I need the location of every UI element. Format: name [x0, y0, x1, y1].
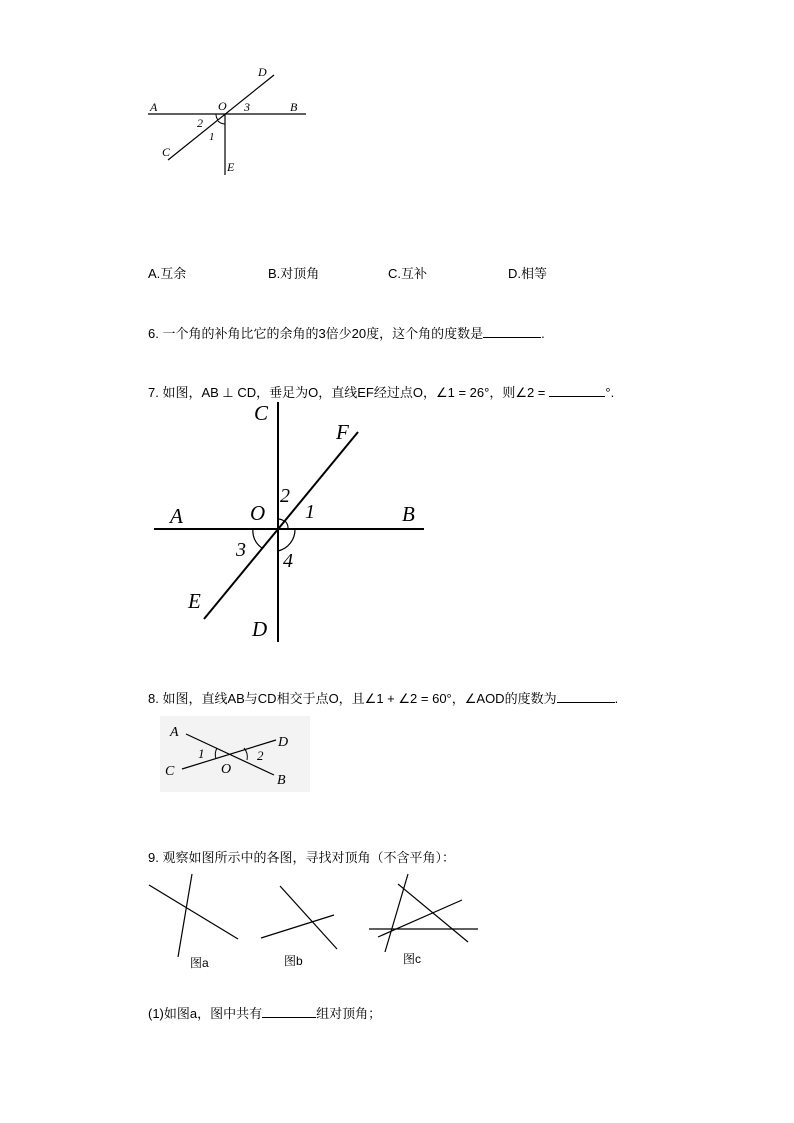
- angle-3-arc: [253, 529, 262, 548]
- label-o: O: [218, 99, 227, 113]
- question-6: [148, 325, 545, 342]
- q5-option-c: C.互补: [388, 266, 428, 281]
- figure-b: [261, 886, 337, 949]
- question-9-1-text-before: (1)如图a，图中共有: [148, 1006, 263, 1021]
- label-d: D: [258, 65, 267, 79]
- question-9-1-text-after: 组对顶角；: [316, 1006, 382, 1021]
- label-angle-4: 4: [283, 550, 293, 572]
- label-angle-2: 2: [197, 116, 203, 130]
- label-angle-1: 1: [305, 501, 315, 523]
- angle-4-arc: [278, 529, 295, 551]
- question-8-text: 8. 如图，直线AB与CD相交于点O，且∠1 + ∠2 = 60°，∠AOD的度数为: [148, 691, 557, 706]
- caption-figure-a: 图a: [190, 956, 209, 970]
- label-e: E: [188, 589, 201, 613]
- answer-blank-6[interactable]: [483, 325, 541, 338]
- q5-option-d: D.相等: [508, 266, 548, 281]
- label-angle-1: 1: [209, 131, 215, 143]
- question-6-end: .: [541, 326, 545, 341]
- question-8: [148, 690, 618, 707]
- label-angle-2: 2: [257, 748, 264, 763]
- label-f: F: [336, 420, 349, 444]
- question-7-end: °.: [605, 385, 615, 400]
- label-angle-3: 3: [244, 100, 250, 114]
- label-angle-2: 2: [280, 485, 290, 507]
- question-9-1: [148, 1005, 381, 1022]
- caption-figure-c: 图c: [403, 952, 422, 966]
- angle-1-arc: [285, 521, 288, 529]
- label-angle-1: 1: [198, 746, 205, 761]
- line-cd: [168, 75, 274, 160]
- figure-q9: [140, 872, 490, 972]
- figure-q5: [140, 60, 320, 190]
- label-o: O: [221, 762, 232, 777]
- caption-figure-b: 图b: [284, 954, 303, 968]
- label-c: C: [162, 145, 171, 159]
- figure-a: [149, 874, 238, 957]
- label-b: B: [402, 502, 415, 526]
- figure-c: [369, 874, 478, 952]
- label-a: A: [170, 504, 183, 528]
- label-angle-3: 3: [236, 539, 246, 561]
- label-d: D: [278, 735, 289, 750]
- figure-q8-background: [160, 716, 310, 792]
- answer-blank-8[interactable]: [557, 690, 615, 703]
- figure-q7: [140, 398, 440, 648]
- angle-2-arc: [216, 114, 218, 120]
- question-9: 9. 观察如图所示中的各图，寻找对顶角（不含平角）：: [148, 850, 455, 865]
- label-a: A: [150, 100, 158, 114]
- question-6-text: 6. 一个角的补角比它的余角的3倍少20度，这个角的度数是: [148, 326, 484, 341]
- angle-1-arc: [218, 121, 225, 124]
- q5-option-b: B.对顶角: [268, 266, 320, 281]
- answer-blank-7[interactable]: [549, 384, 605, 397]
- label-b: B: [277, 773, 286, 788]
- label-d: D: [252, 617, 268, 641]
- label-e: E: [227, 160, 235, 174]
- label-b: B: [290, 100, 298, 114]
- label-o: O: [250, 501, 266, 525]
- question-8-end: .: [614, 691, 619, 706]
- label-c: C: [165, 764, 175, 779]
- answer-blank-9-1[interactable]: [262, 1005, 316, 1018]
- figure-q8: [160, 716, 310, 792]
- q5-option-a: A.互余: [148, 266, 187, 281]
- line-ef: [204, 432, 358, 619]
- label-a: A: [170, 725, 179, 740]
- label-c: C: [254, 401, 269, 425]
- question-7-text: 7. 如图，AB ⊥ CD，垂足为O，直线EF经过点O，∠1 = 26°，则∠2 =: [148, 385, 546, 400]
